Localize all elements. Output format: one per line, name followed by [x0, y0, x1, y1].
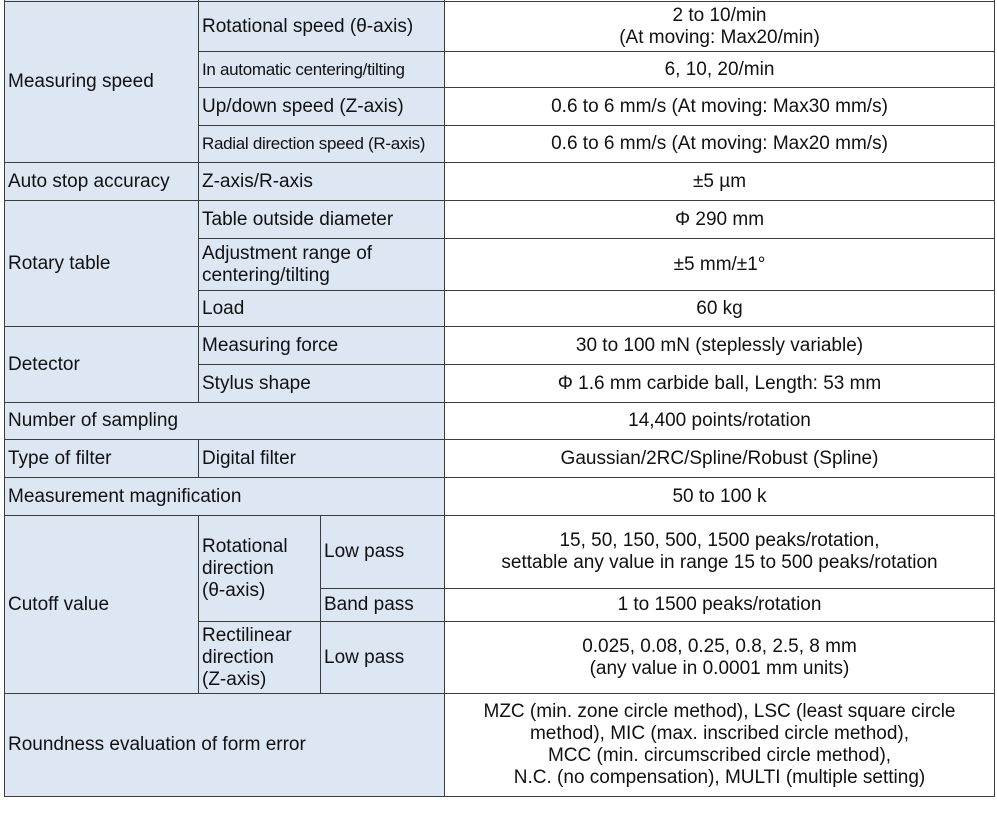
updown-speed-label: Up/down speed (Z-axis)	[199, 88, 445, 126]
spec-table	[4, 0, 995, 797]
value-line: N.C. (no compensation), MULTI (multiple setting)	[513, 767, 926, 788]
bandpass-value: 1 to 1500 peaks/rotation	[445, 589, 995, 622]
updown-speed-value: 0.6 to 6 mm/s (At moving: Max30 mm/s)	[445, 88, 995, 126]
stylus-shape-label: Stylus shape	[199, 365, 445, 403]
rotational-speed-value	[445, 2, 995, 52]
rotational-direction-label	[199, 516, 321, 622]
detector-label: Detector	[5, 327, 199, 403]
table-row	[5, 2, 995, 52]
roundness-label: Roundness evaluation of form error	[5, 694, 445, 797]
rectilinear-lowpass-label: Low pass	[321, 622, 445, 694]
value-line: method), MIC (max. inscribed circle method),	[529, 723, 910, 744]
table-row	[5, 516, 995, 589]
value-line: MCC (min. circumscribed circle method),	[547, 745, 892, 766]
adjustment-range-value: ±5 mm/±1°	[445, 239, 995, 291]
auto-stop-sub: Z-axis/R-axis	[199, 163, 445, 201]
filter-value: Gaussian/2RC/Spline/Robust (Spline)	[445, 440, 995, 478]
value-line: 2 to 10/min	[672, 4, 767, 26]
sampling-value: 14,400 points/rotation	[445, 403, 995, 440]
value-line: MZC (min. zone circle method), LSC (least square circle	[483, 701, 956, 722]
rotational-speed-label: Rotational speed (θ-axis)	[199, 2, 445, 52]
table-row	[5, 327, 995, 365]
radial-speed-value: 0.6 to 6 mm/s (At moving: Max20 mm/s)	[445, 126, 995, 163]
label-line: direction	[202, 646, 274, 668]
rectilinear-lowpass-value	[445, 622, 995, 694]
label-line: Rectilinear	[202, 624, 292, 646]
table-row	[5, 163, 995, 201]
rectilinear-direction-label	[199, 622, 321, 694]
rotational-lowpass-label: Low pass	[321, 516, 445, 589]
table-row	[5, 201, 995, 239]
value-line: 15, 50, 150, 500, 1500 peaks/rotation,	[559, 530, 880, 551]
magnification-label: Measurement magnification	[5, 478, 445, 516]
measuring-force-label: Measuring force	[199, 327, 445, 365]
label-line: (Z-axis)	[202, 668, 267, 690]
filter-sub: Digital filter	[199, 440, 445, 478]
cutoff-label: Cutoff value	[5, 516, 199, 694]
table-diameter-label: Table outside diameter	[199, 201, 445, 239]
measuring-speed-label: Measuring speed	[5, 2, 199, 163]
filter-label: Type of filter	[5, 440, 199, 478]
label-line: (θ-axis)	[202, 579, 266, 601]
label-line: Adjustment range of	[202, 242, 373, 264]
value-line: (any value in 0.0001 mm units)	[589, 657, 850, 679]
measuring-force-value: 30 to 100 mN (steplessly variable)	[445, 327, 995, 365]
value-line: 0.025, 0.08, 0.25, 0.8, 2.5, 8 mm	[582, 635, 857, 657]
rotational-lowpass-value	[445, 516, 995, 589]
rotary-table-label: Rotary table	[5, 201, 199, 327]
sampling-label: Number of sampling	[5, 403, 445, 440]
bandpass-label: Band pass	[321, 589, 445, 622]
roundness-value	[445, 694, 995, 797]
label-line: centering/tilting	[202, 264, 330, 286]
value-line: settable any value in range 15 to 500 peaks/rotation	[501, 552, 938, 573]
table-diameter-value: Φ 290 mm	[445, 201, 995, 239]
table-row	[5, 440, 995, 478]
table-row	[5, 403, 995, 440]
load-value: 60 kg	[445, 291, 995, 327]
auto-stop-label: Auto stop accuracy	[5, 163, 199, 201]
table-row	[5, 478, 995, 516]
value-line: (At moving: Max20/min)	[619, 26, 820, 48]
magnification-value: 50 to 100 k	[445, 478, 995, 516]
load-label: Load	[199, 291, 445, 327]
label-line: direction	[202, 557, 274, 579]
radial-speed-label: Radial direction speed (R-axis)	[199, 126, 445, 163]
auto-centering-label: In automatic centering/tilting	[199, 52, 445, 88]
table-row	[5, 694, 995, 797]
label-line: Rotational	[202, 535, 288, 557]
stylus-shape-value: Φ 1.6 mm carbide ball, Length: 53 mm	[445, 365, 995, 403]
auto-centering-value: 6, 10, 20/min	[445, 52, 995, 88]
auto-stop-value: ±5 µm	[445, 163, 995, 201]
adjustment-range-label	[199, 239, 445, 291]
